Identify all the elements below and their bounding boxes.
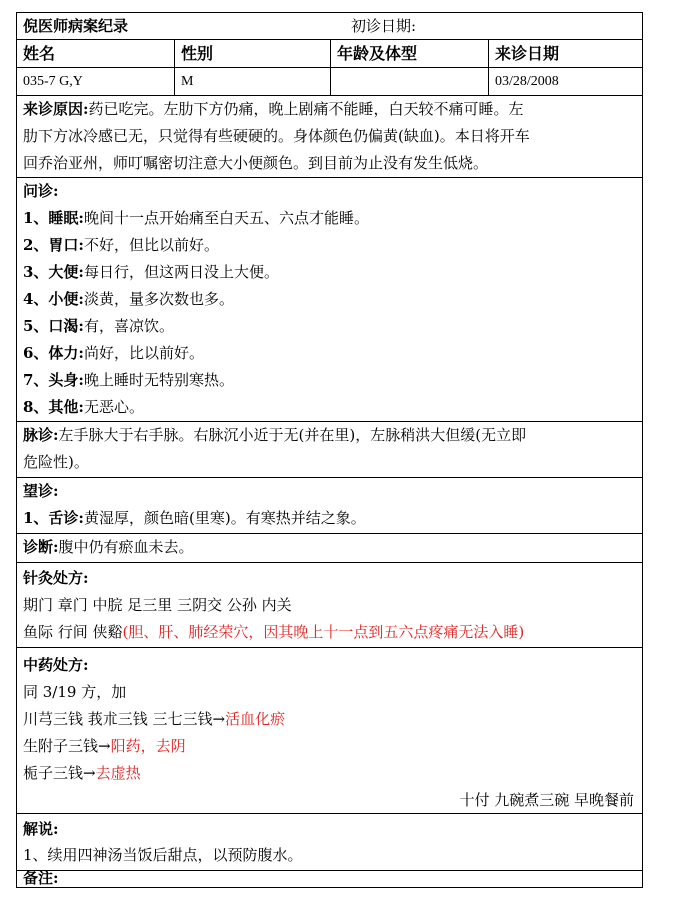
diagnosis-label: 诊断: <box>23 538 59 556</box>
record-title: 倪医师病案纪录 <box>23 17 129 35</box>
arrow-icon: → <box>98 737 111 755</box>
explanation-label: 解说: <box>23 820 59 838</box>
herbal-base: 同 3/19 方，加 <box>23 683 127 701</box>
patient-age <box>331 68 489 95</box>
acupuncture-points-1: 期门 章门 中脘 足三里 三阴交 公孙 内关 <box>23 596 292 614</box>
case-record-form <box>16 12 643 888</box>
inquiry-item: 5、口渴:有，喜凉饮。 <box>23 317 174 335</box>
reason-section <box>17 96 642 178</box>
patient-sex: M <box>175 68 331 95</box>
header-row <box>17 40 642 68</box>
notes-section <box>17 871 642 887</box>
observation-label: 望诊: <box>23 482 59 500</box>
reason-line-1: 药已吃完。左肋下方仍痛，晚上剧痛不能睡，白天较不痛可睡。左 <box>88 100 524 118</box>
sex-header: 性别 <box>175 40 331 67</box>
reason-line-3: 回乔治亚州，师叮嘱密切注意大小便颜色。到目前为止没有发生低烧。 <box>23 154 489 172</box>
explanation-text: 1、续用四神汤当饭后甜点，以预防腹水。 <box>23 846 303 864</box>
age-header: 年龄及体型 <box>331 40 489 67</box>
name-header: 姓名 <box>17 40 175 67</box>
herbal-dosage: 十付 九碗煮三碗 早晚餐前 <box>459 791 634 809</box>
arrow-icon: → <box>83 764 96 782</box>
herbal-section <box>17 648 642 814</box>
inquiry-item: 4、小便:淡黄，量多次数也多。 <box>23 290 234 308</box>
first-visit-label: 初诊日期: <box>351 17 417 35</box>
inquiry-item: 3、大便:每日行，但这两日没上大便。 <box>23 263 279 281</box>
title-row <box>17 13 642 40</box>
tongue-text: 黄湿厚，颜色暗(里寒)。有寒热并结之象。 <box>83 509 366 527</box>
inquiry-item: 8、其他:无恶心。 <box>23 398 144 416</box>
tongue-label: 1、舌诊: <box>23 509 84 527</box>
inquiry-label: 问诊: <box>23 182 59 200</box>
inquiry-item: 2、胃口:不好，但比以前好。 <box>23 236 219 254</box>
explanation-section <box>17 814 642 871</box>
herbal-item: 生附子三钱→阳药，去阴 <box>23 737 186 755</box>
herbal-label: 中药处方: <box>23 656 89 674</box>
reason-label: 来诊原因: <box>23 100 89 118</box>
diagnosis-section <box>17 534 642 563</box>
observation-section <box>17 478 642 534</box>
visit-date-header: 来诊日期 <box>495 44 560 63</box>
pulse-section <box>17 422 642 478</box>
pulse-line-1: 左手脉大于右手脉。右脉沉小近于无(并在里)，左脉稍洪大但缓(无立即 <box>58 426 527 444</box>
pulse-line-2: 危险性)。 <box>23 453 89 471</box>
pulse-label: 脉诊: <box>23 426 59 444</box>
herbal-item: 栀子三钱→去虚热 <box>23 764 141 782</box>
acupuncture-label: 针灸处方: <box>23 569 89 587</box>
patient-row <box>17 68 642 96</box>
inquiry-item: 6、体力:尚好，比以前好。 <box>23 344 204 362</box>
arrow-icon: → <box>212 710 226 728</box>
reason-line-2: 肋下方冰冷感已无，只觉得有些硬硬的。身体颜色仍偏黄(缺血)。本日将开车 <box>23 127 530 145</box>
patient-id: 035-7 G,Y <box>17 68 175 95</box>
herbal-item: 川芎三钱 莪朮三钱 三七三钱→活血化瘀 <box>23 710 286 728</box>
acupuncture-note: (胆、肝、肺经荣穴，因其晚上十一点到五六点疼痛无法入睡) <box>122 623 525 641</box>
inquiry-section <box>17 178 642 422</box>
acupuncture-section <box>17 563 642 648</box>
inquiry-item: 1、睡眠:晚间十一点开始痛至白天五、六点才能睡。 <box>23 209 369 227</box>
patient-visit-date: 03/28/2008 <box>495 74 559 89</box>
acupuncture-points-2: 鱼际 行间 侠谿 <box>23 623 123 641</box>
notes-label: 备注: <box>23 869 59 887</box>
inquiry-item: 7、头身:晚上睡时无特别寒热。 <box>23 371 234 389</box>
diagnosis-text: 腹中仍有瘀血未去。 <box>58 538 194 556</box>
